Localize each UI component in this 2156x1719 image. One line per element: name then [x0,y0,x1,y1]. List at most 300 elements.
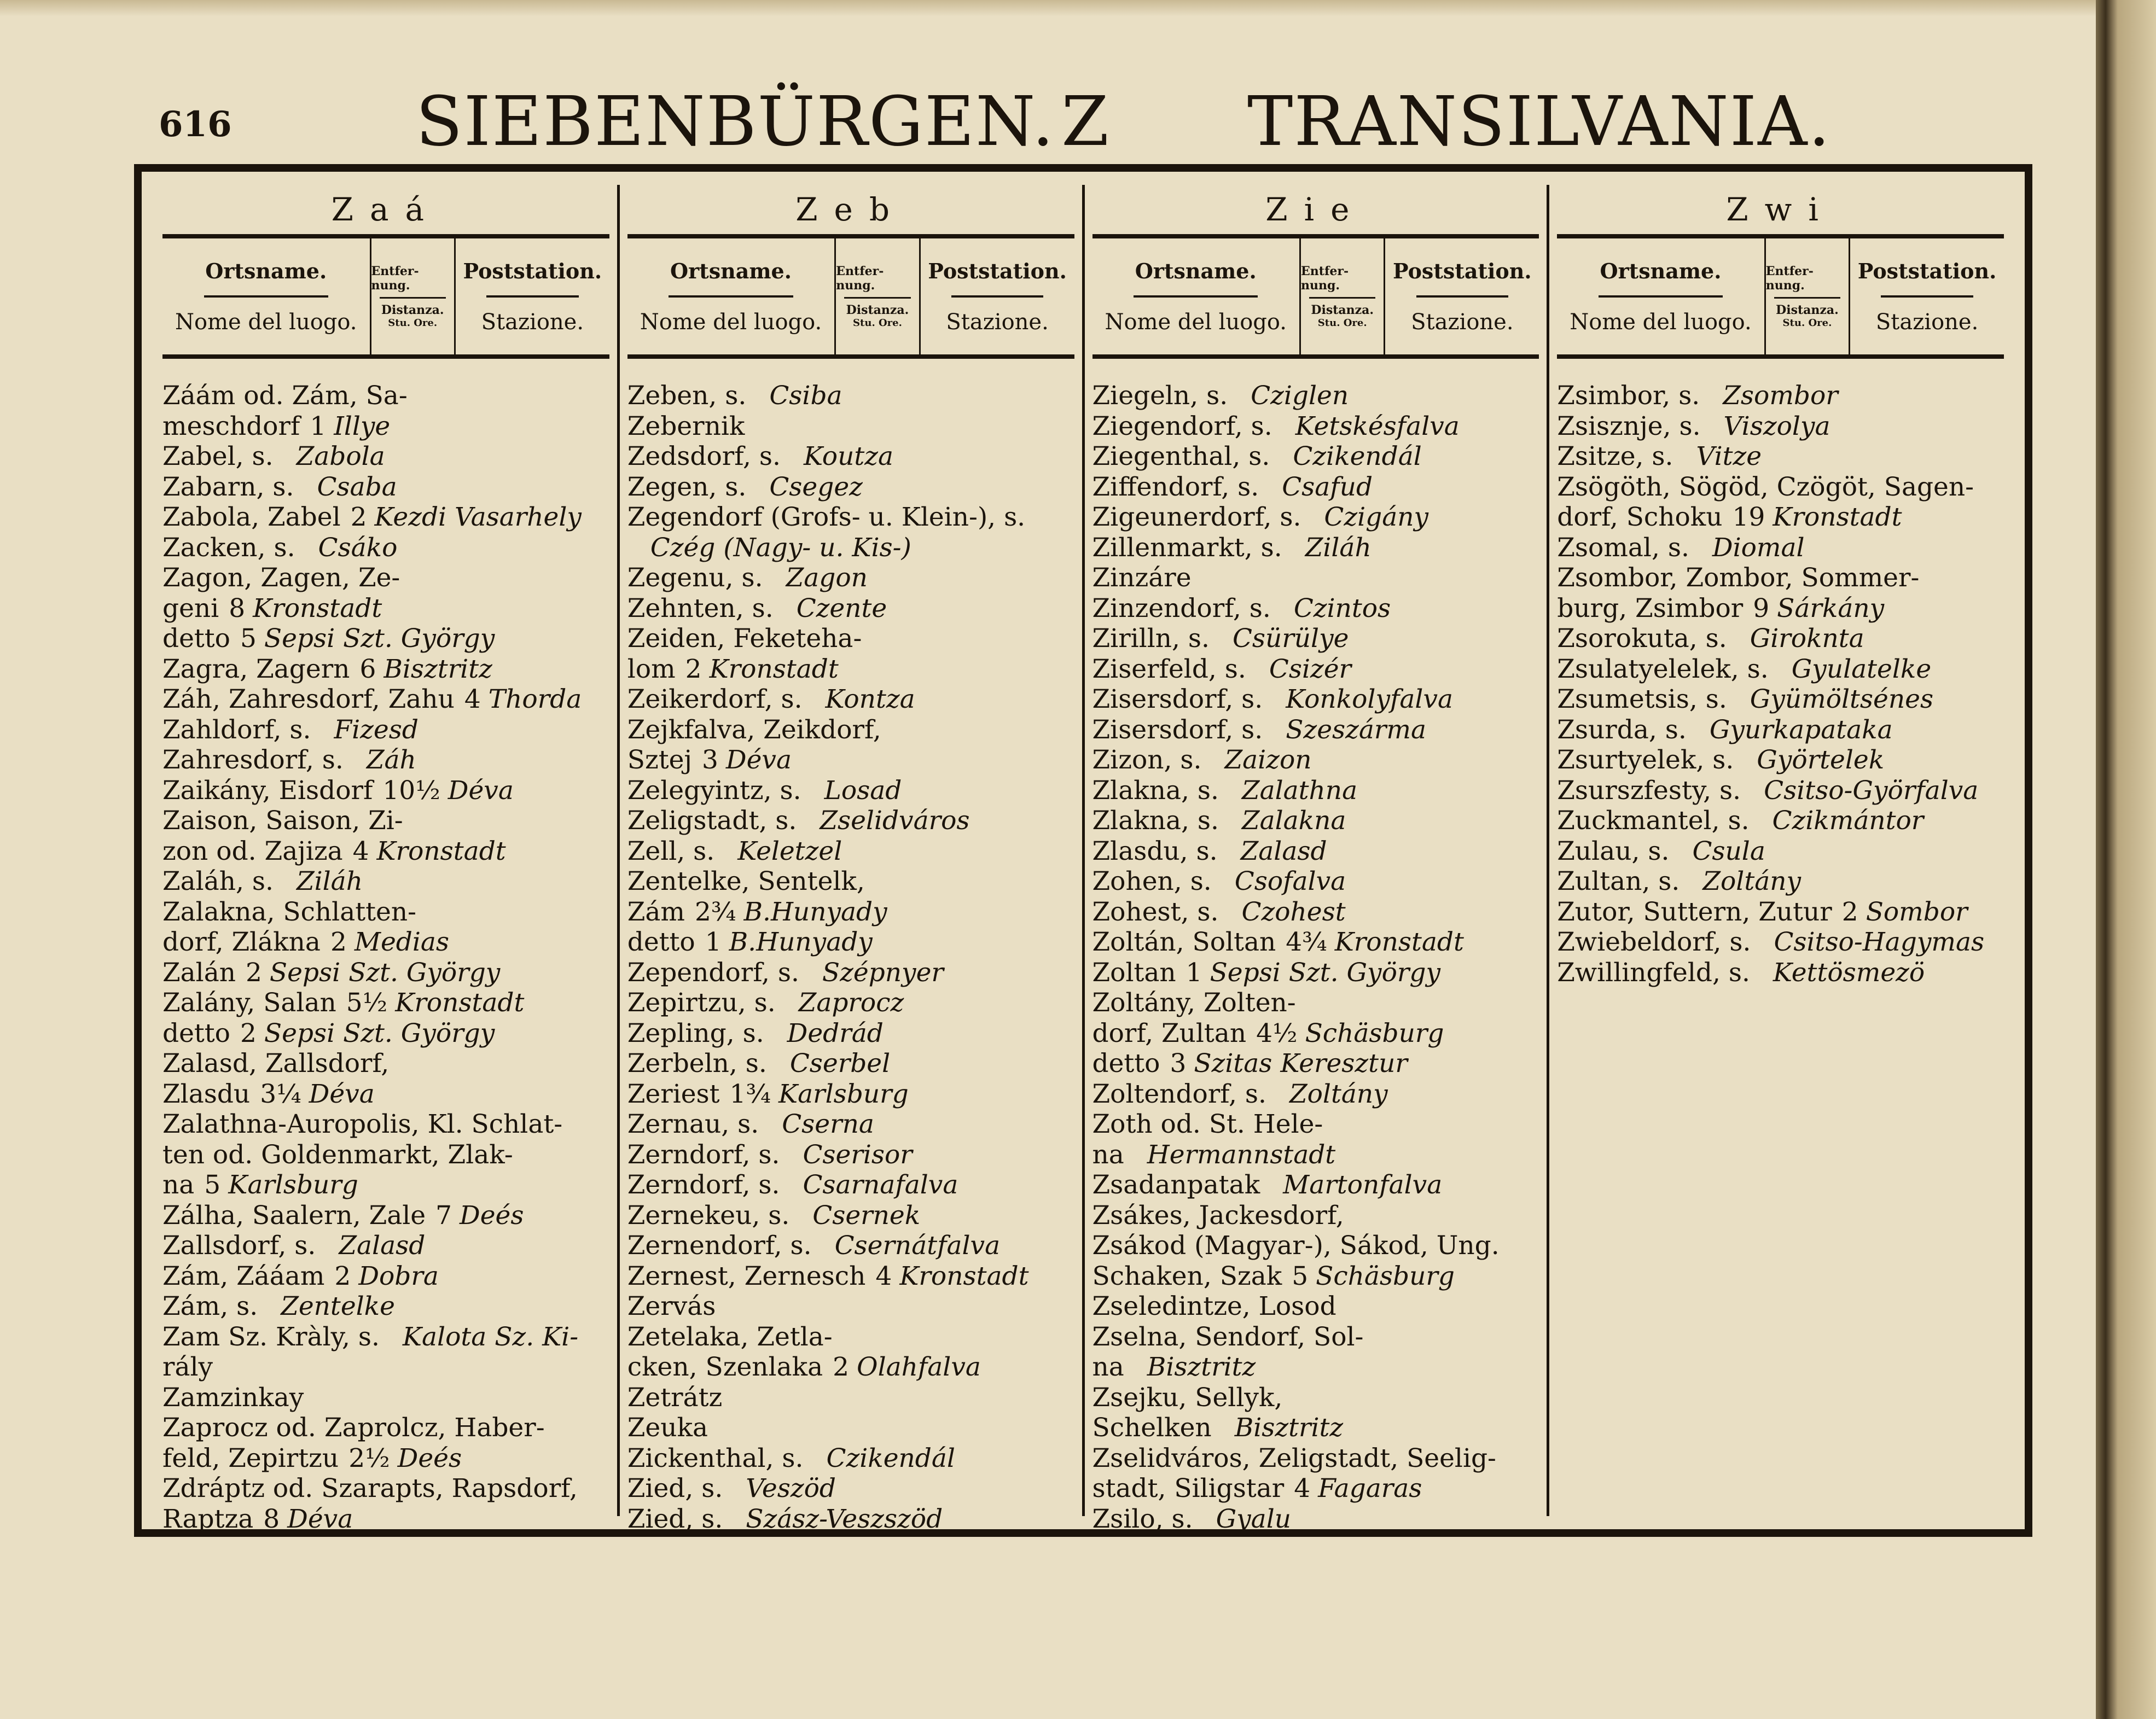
list-item [162,1201,609,1231]
distance-value: 3 [701,745,718,775]
place-name-header [627,238,835,354]
place-name: Zejkfalva, Zeikdorf, [627,714,881,745]
place-name: Zillenmarkt, s. [1092,532,1282,563]
title-letter: Z [1061,82,1109,161]
distance-units-label: Stu. Ore. [1782,317,1832,329]
list-item [1092,1140,1539,1170]
post-station: Ketskésfalva [1295,411,1460,441]
distance-value: 19 [1732,502,1765,532]
place-name: Zoltán, Soltan [1092,927,1276,957]
list-item [627,1231,1074,1261]
post-station: Czintos [1293,593,1391,623]
place-name: Zoltány, Zolten- [1092,988,1296,1018]
post-station: Szépnyer [822,957,944,988]
post-station: Sombor [1866,896,1968,927]
list-item [1092,897,1539,928]
post-station: Csarnafalva [803,1170,958,1200]
list-item [162,806,609,836]
list-item [1092,1261,1539,1292]
place-name: Záám od. Zám, Sa- [162,381,408,411]
place-name: Zamzinkay [162,1382,304,1413]
place-name-label-de: Ortsname. [1600,258,1722,283]
post-station: Szeszárma [1286,714,1426,745]
list-item [162,745,609,776]
list-item [1092,988,1539,1018]
place-name: ten od. Goldenmarkt, Zlak- [162,1139,513,1170]
list-item [627,958,1074,988]
list-item [162,1322,609,1353]
list-item [162,776,609,806]
post-station: Fizesd [334,714,419,745]
list-item [627,988,1074,1018]
post-station-header [1385,238,1539,354]
place-name: Zabel, s. [162,441,274,471]
list-item [627,1413,1074,1443]
place-name: Zaikány, Eisdorf [162,775,373,806]
post-station: Koutza [803,441,894,471]
list-item [1092,1231,1539,1261]
post-station: B.Hunyady [729,927,873,957]
place-name: Zaison, Saison, Zi- [162,806,403,836]
place-name-label-it: Nome del luogo. [1105,309,1287,335]
place-name: Zsorokuta, s. [1557,623,1727,654]
post-station: B.Hunyady [743,896,887,927]
distance-units-label: Stu. Ore. [1317,317,1367,329]
post-station: Czikendál [1293,441,1422,471]
place-name: Zell, s. [627,836,715,866]
list-item [162,411,609,442]
place-name: Zervás [627,1291,716,1321]
list-item [1557,593,2004,624]
place-name: Ziegendorf, s. [1092,411,1272,441]
distance-value: 2 [334,1261,351,1291]
list-item [627,897,1074,928]
list-item [162,1383,609,1413]
list-item [162,1109,609,1140]
place-name: Zwiebeldorf, s. [1557,927,1751,957]
place-name: Zalán [162,957,236,988]
post-station: Kronstadt [709,654,839,684]
place-name: Zsisznje, s. [1557,411,1701,441]
header-rule [951,295,1043,298]
post-station-header [1850,238,2004,354]
place-name: Zinzáre [1092,563,1192,593]
post-station: Cserisor [803,1139,913,1170]
place-name: Zentelke, Sentelk, [627,866,865,896]
post-station: Illye [334,411,391,441]
list-item [1557,866,2004,897]
post-station: Zaizon [1224,745,1312,775]
table-columns [155,185,2012,1534]
distance-value: 2 [330,927,347,957]
post-station: Zentelke [281,1291,395,1321]
post-station: Schäsburg [1316,1261,1455,1291]
list-item [627,1473,1074,1504]
column-subheader [627,238,1074,359]
list-item [1092,1383,1539,1413]
list-item [627,1201,1074,1231]
list-item [1557,411,2004,442]
list-item [162,1048,609,1079]
entry-list [1557,359,2004,988]
distance-value: 8 [263,1504,280,1534]
post-station: Csegez [769,471,863,502]
list-item [627,1048,1074,1079]
list-item [162,654,609,685]
post-station: Czigány [1324,502,1429,532]
distance-label-it: Distanza. [1776,303,1839,317]
place-name: meschdorf [162,411,300,441]
post-station: Déva [725,745,792,775]
place-name: Zied, s. [627,1473,723,1504]
distance-value: 1¾ [729,1079,771,1109]
list-item [1092,958,1539,988]
place-name: Zaprocz od. Zaprolcz, Haber- [162,1413,545,1443]
post-station: Csürülye [1232,623,1349,654]
place-name: Zepling, s. [627,1018,764,1048]
place-name: Zám, Zááam [162,1261,325,1291]
list-item [1557,776,2004,806]
header-rule [1309,297,1375,299]
place-name: Zsomal, s. [1557,532,1689,563]
place-name: Zetelaka, Zetla- [627,1321,833,1352]
post-station: Kezdi Vasarhely [374,502,582,532]
list-item [162,927,609,958]
distance-units-label: Stu. Ore. [388,317,438,329]
post-station: Hermannstadt [1147,1139,1336,1170]
header-rule [380,297,446,299]
column-subheader [162,238,609,359]
place-name: Zernendorf, s. [627,1231,812,1261]
post-station: Zalakna [1241,806,1346,836]
list-item [1557,806,2004,836]
place-name: Zerndorf, s. [627,1170,780,1200]
post-station: Zoltány [1289,1079,1388,1109]
list-item [1092,654,1539,685]
list-item [1557,836,2004,867]
place-name: Zernekeu, s. [627,1200,790,1231]
post-station: Zaprocz [798,988,904,1018]
post-station: Schäsburg [1305,1018,1444,1048]
post-station: Csáko [318,532,398,563]
next-page-edge [2096,0,2156,1719]
place-name: Zizon, s. [1092,745,1202,775]
place-name: detto [162,1018,230,1048]
list-item [1092,1413,1539,1443]
place-name: Zahresdorf, s. [162,745,344,775]
distance-header [1299,238,1385,354]
list-item [1092,1352,1539,1383]
list-item [627,1079,1074,1110]
place-name: Zulau, s. [1557,836,1670,866]
place-name: Zsurda, s. [1557,714,1687,745]
place-name: Zigeunerdorf, s. [1092,502,1301,532]
post-station: Déva [448,775,514,806]
place-name: rály [162,1352,213,1382]
place-name: Zlasdu [162,1079,251,1109]
list-item [162,381,609,411]
distance-value: 4¾ [1286,927,1327,957]
table-column [155,185,617,1534]
distance-header [370,238,456,354]
place-name: Raptza [162,1504,254,1534]
list-item [1092,502,1539,533]
header-rule [1134,295,1258,298]
place-name: Zaláh, s. [162,866,274,896]
header-rule [1881,295,1973,298]
distance-value: 2 [1841,896,1858,927]
place-name: Zseledintze, Losod [1092,1291,1336,1321]
list-item [1092,1018,1539,1049]
distance-header [834,238,920,354]
place-name: Zepirtzu, s. [627,988,776,1018]
place-name: Zsimbor, s. [1557,381,1700,411]
list-item [162,533,609,563]
post-station: Cserbel [789,1048,891,1079]
place-name: Zohest, s. [1092,896,1219,927]
place-name: Zoltan [1092,957,1176,988]
post-station: Csiba [769,381,842,411]
header-rule [844,297,910,299]
place-name: Zsejku, Sellyk, [1092,1382,1283,1413]
post-station: Csernek [812,1200,921,1231]
distance-value: 2 [240,1018,257,1048]
post-station: Veszöd [746,1473,836,1504]
column-heading: Zeb [627,185,1074,238]
list-item [1557,441,2004,472]
list-item [1092,1473,1539,1504]
place-name: Zoth od. St. Hele- [1092,1109,1323,1139]
distance-value: 3 [1170,1048,1187,1079]
place-name: Zacken, s. [162,532,295,563]
list-item [627,654,1074,685]
place-name-header [162,238,370,354]
distance-value: 5 [1292,1261,1309,1291]
place-name: Zernest, Zernesch [627,1261,866,1291]
place-name: Zahldorf, s. [162,714,311,745]
list-item [1557,958,2004,988]
list-item [1092,1048,1539,1079]
place-name: Ziegenthal, s. [1092,441,1270,471]
post-station: Czohest [1241,896,1346,927]
place-name: Zlakna, s. [1092,806,1219,836]
header-rule [1774,297,1840,299]
list-item [1092,1322,1539,1353]
post-station: Diomal [1712,532,1805,563]
distance-value: 4½ [1256,1018,1298,1048]
distance-label-it: Distanza. [846,303,909,317]
post-station: Csernátfalva [834,1231,1001,1261]
list-item [627,502,1074,533]
list-item [162,1473,609,1504]
place-name: Zalakna, Schlatten- [162,896,416,927]
post-station: Csitso-Hagymas [1774,927,1985,957]
place-name: Zoltendorf, s. [1092,1079,1266,1109]
place-name-label-it: Nome del luogo. [640,309,822,335]
distance-value: 7 [435,1200,452,1231]
post-station: Bisztritz [383,654,492,684]
list-item [627,684,1074,715]
distance-value: 6 [359,654,376,684]
post-station-label-it: Stazione. [1875,309,1979,335]
list-item [627,1443,1074,1474]
post-station: Zselidváros [820,806,970,836]
place-name: Zsumetsis, s. [1557,684,1727,714]
header-rule [204,295,328,298]
list-item [1092,1201,1539,1231]
post-station: Bisztritz [1234,1413,1344,1443]
place-name: Zalány, Salan [162,988,336,1018]
place-name: Zsurszfesty, s. [1557,775,1741,806]
list-item [627,411,1074,442]
place-name: Zdráptz od. Szarapts, Rapsdorf, [162,1473,578,1504]
post-station: Zagon [786,563,868,593]
place-name: feld, Zepirtzu [162,1443,339,1473]
post-station: Gyulatelke [1791,654,1932,684]
place-name: Zisersdorf, s. [1092,714,1263,745]
post-station: Deés [460,1200,524,1231]
post-station: Czikendál [826,1443,955,1473]
post-station: Sepsi Szt. György [269,957,501,988]
place-name: geni [162,593,219,623]
post-station: Ziláh [296,866,363,896]
distance-value: 4 [352,836,369,866]
place-name: Zegen, s. [627,471,747,502]
place-name: Zeligstadt, s. [627,806,797,836]
place-name: Zám [627,896,685,927]
place-name: Zutor, Suttern, Zutur [1557,896,1832,927]
list-item [1557,472,2004,503]
list-item [1557,563,2004,593]
post-station: Zalasd [339,1231,426,1261]
post-station: Zalathna [1241,775,1358,806]
place-name: Zied, s. [627,1504,723,1534]
distance-value: 4 [1294,1473,1311,1504]
post-station-header [921,238,1074,354]
place-name: Zalasd, Zallsdorf, [162,1048,390,1079]
place-name: Zam Sz. Kràly, s. [162,1321,380,1352]
list-item [1092,563,1539,593]
post-station: Cziglen [1251,381,1349,411]
place-name: Zickenthal, s. [627,1443,804,1473]
list-item [162,684,609,715]
post-station: Vitze [1696,441,1762,471]
list-item [1092,927,1539,958]
list-item [162,897,609,928]
place-name: Zebernik [627,411,745,441]
post-station: Czég (Nagy- u. Kis-) [650,532,911,563]
page-header [159,82,1855,170]
place-name: Zehnten, s. [627,593,774,623]
distance-value: 1 [1185,957,1202,988]
list-item [627,593,1074,624]
list-item [627,1383,1074,1413]
post-station-label-it: Stazione. [481,309,584,335]
list-item [162,1504,609,1535]
distance-label-de: Entfer- nung. [1301,264,1349,293]
distance-header [1764,238,1850,354]
list-item [627,715,1074,745]
post-station: Kronstadt [1773,502,1902,532]
post-station: Kontza [825,684,915,714]
distance-value: 10½ [382,775,440,806]
list-item [1092,715,1539,745]
place-name: Zsadanpatak [1092,1170,1260,1200]
column-subheader [1092,238,1539,359]
distance-value: 5½ [346,988,388,1018]
post-station: Kronstadt [376,836,506,866]
place-name: Ziserfeld, s. [1092,654,1246,684]
place-name: Zalathna-Auropolis, Kl. Schlat- [162,1109,563,1139]
header-rule [1599,295,1723,298]
post-station: Sepsi Szt. György [1210,957,1440,988]
post-station-label-de: Poststation. [1393,258,1532,283]
distance-value: 1 [310,411,327,441]
place-name: detto [1092,1048,1160,1079]
list-item [627,836,1074,867]
place-name-label-de: Ortsname. [670,258,792,283]
list-item [1557,715,2004,745]
post-station: Záh [366,745,416,775]
list-item [162,1170,609,1201]
place-name: dorf, Zlákna [162,927,321,957]
post-station: Fagaras [1318,1473,1422,1504]
list-item [627,533,1074,563]
place-name: Zselna, Sendorf, Sol- [1092,1321,1364,1352]
place-name: Zabarn, s. [162,471,294,502]
list-item [627,866,1074,897]
place-name: Schelken [1092,1413,1212,1443]
place-name: Zultan, s. [1557,866,1680,896]
list-item [627,1261,1074,1292]
post-station: Losad [824,775,902,806]
post-station: Déva [287,1504,353,1534]
list-item [162,715,609,745]
place-name: Zedsdorf, s. [627,441,781,471]
place-name: Zependorf, s. [627,957,799,988]
place-name: Zohen, s. [1092,866,1212,896]
post-station: Cserna [782,1109,874,1139]
post-station-header [456,238,609,354]
list-item [162,502,609,533]
post-station: Dedrád [787,1018,884,1048]
list-item [1557,684,2004,715]
distance-value: 3¼ [260,1079,301,1109]
list-item [1092,1443,1539,1474]
column-heading: Zie [1092,185,1539,238]
title-german: SIEBENBÜRGEN. [416,82,1055,161]
post-station: Kalota Sz. Ki- [402,1321,579,1352]
place-name: Zsilo, s. [1092,1504,1193,1534]
post-station: Sepsi Szt. György [264,1018,495,1048]
list-item [1557,623,2004,654]
place-name: burg, Zsimbor [1557,593,1744,623]
distance-value: 2 [246,957,262,988]
post-station: Csizér [1269,654,1352,684]
list-item [627,472,1074,503]
post-station: Sárkány [1777,593,1885,623]
place-name: Zeben, s. [627,381,747,411]
list-item [162,1291,609,1322]
list-item [1092,1079,1539,1110]
column-heading: Zwi [1557,185,2004,238]
place-name: na [1092,1139,1124,1170]
distance-value: 2 [350,502,367,532]
place-name: Zeikerdorf, s. [627,684,803,714]
list-item [1092,411,1539,442]
distance-label-de: Entfer- nung. [371,264,419,293]
list-item [162,593,609,624]
